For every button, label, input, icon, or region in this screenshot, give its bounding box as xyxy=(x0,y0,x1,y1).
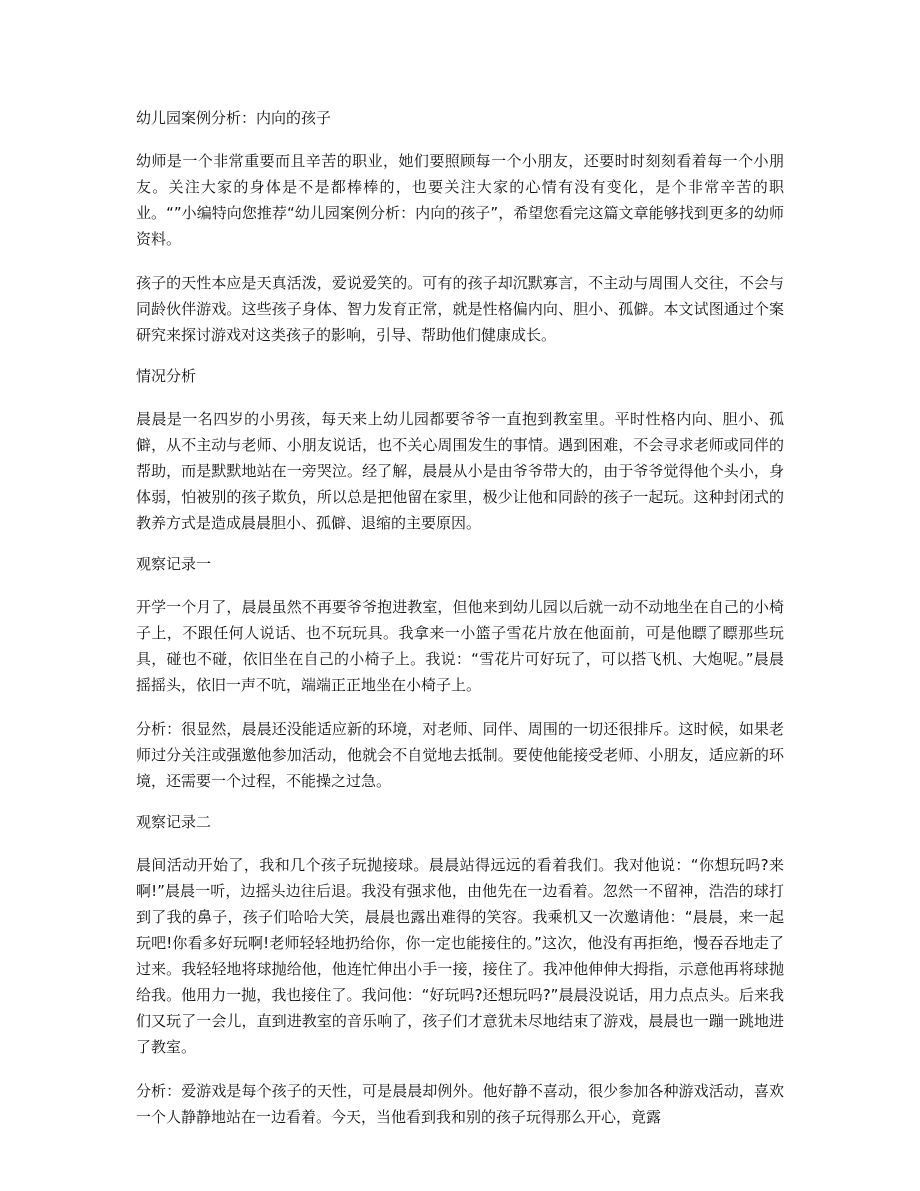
document-body xyxy=(136,108,784,1148)
section-heading-situation: 情况分析 xyxy=(136,367,197,385)
document-title: 幼儿园案例分析：内向的孩子 xyxy=(136,109,332,127)
record-2-paragraph: 晨间活动开始了，我和几个孩子玩抛接球。晨晨站得远远的看着我们。我对他说：“你想玩吗?来啊!”晨晨一听，边摇头边往后退。我没有强求他，由他先在一边看着。忽然一不留神，浩浩的球打到了我的鼻子，孩子们哈哈大笑，晨晨也露出难得的笑容。我乘机又一次邀请他：“晨晨，来一起玩吧!你看多好玩啊!老师轻轻地扔给你，你一定也能接住的。”这次，他没有再拒绝，慢吞吞地走了过来。我轻轻地将球抛给他，他连忙伸出小手一接，接住了。我冲他伸伸大拇指，示意他再将球抛给我。他用力一抛，我也接住了。我问他：“好玩吗?还想玩吗?”晨晨没说话，用力点点头。后来我们又玩了一会儿，直到进教室的音乐响了，孩子们才意犹未尽地结束了游戏，晨晨也一蹦一跳地进了教室。 xyxy=(136,856,784,1056)
section-heading-record-1: 观察记录一 xyxy=(136,555,212,573)
nature-paragraph: 孩子的天性本应是天真活泼，爱说爱笑的。可有的孩子却沉默寡言，不主动与周围人交往，不会与同龄伙伴游戏。这些孩子身体、智力发育正常，就是性格偏内向、胆小、孤僻。本文试图通过个案研究来探讨游戏对这类孩子的影响，引导、帮助他们健康成长。 xyxy=(136,274,784,344)
section-heading-record-2: 观察记录二 xyxy=(136,813,212,831)
situation-paragraph: 晨晨是一名四岁的小男孩，每天来上幼儿园都要爷爷一直抱到教室里。平时性格内向、胆小、孤僻，从不主动与老师、小朋友说话，也不关心周围发生的事情。遇到困难，不会寻求老师或同伴的帮助，而是默默地站在一旁哭泣。经了解，晨晨从小是由爷爷带大的，由于爷爷觉得他个头小，身体弱，怕被别的孩子欺负，所以总是把他留在家里，极少让他和同龄的孩子一起玩。这种封闭式的教养方式是造成晨晨胆小、孤僻、退缩的主要原因。 xyxy=(136,410,784,532)
record-1-paragraph: 开学一个月了，晨晨虽然不再要爷爷抱进教室，但他来到幼儿园以后就一动不动地坐在自己的小椅子上，不跟任何人说话、也不玩玩具。我拿来一小篮子雪花片放在他面前，可是他瞟了瞟那些玩具，碰也不碰，依旧坐在自己的小椅子上。我说：“雪花片可好玩了，可以搭飞机、大炮呢。”晨晨摇摇头，依旧一声不吭，端端正正地坐在小椅子上。 xyxy=(136,598,784,694)
analysis-1-paragraph: 分析：很显然，晨晨还没能适应新的环境，对老师、同伴、周围的一切还很排斥。这时候，如果老师过分关注或强邀他参加活动，他就会不自觉地去抵制。要使他能接受老师、小朋友，适应新的环境，还需要一个过程，不能操之过急。 xyxy=(136,720,784,790)
intro-paragraph: 幼师是一个非常重要而且辛苦的职业，她们要照顾每一个小朋友，还要时时刻刻看着每一个小朋友。关注大家的身体是不是都棒棒的，也要关注大家的心情有没有变化，是个非常辛苦的职业。“”小编特向您推荐“幼儿园案例分析：内向的孩子”，希望您看完这篇文章能够找到更多的幼师资料。 xyxy=(136,152,784,248)
analysis-2-paragraph: 分析：爱游戏是每个孩子的天性，可是晨晨却例外。他好静不喜动，很少参加各种游戏活动，喜欢一个人静静地站在一边看着。今天，当他看到我和别的孩子玩得那么开心，竟露 xyxy=(136,1082,784,1126)
